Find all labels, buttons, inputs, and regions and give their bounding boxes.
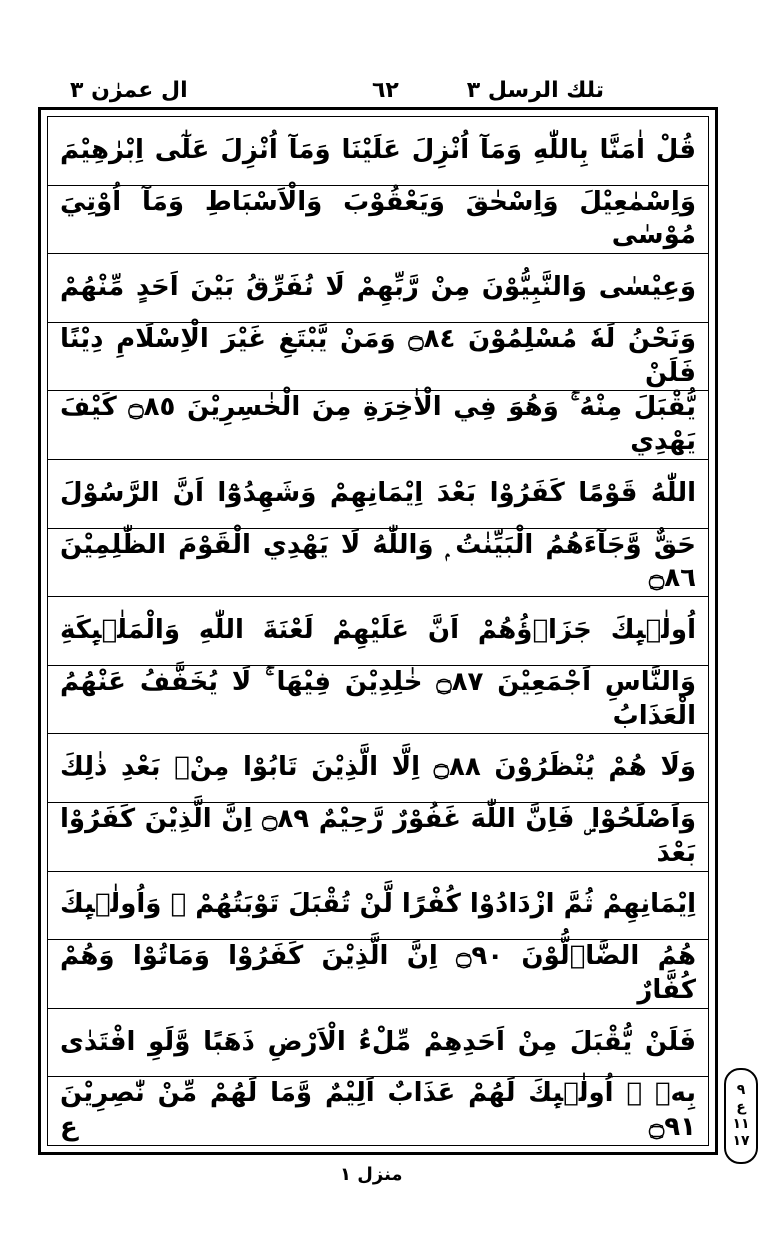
text-line-row (48, 734, 708, 803)
text-line-row (48, 254, 708, 323)
text-line: وَاِسْمٰعِيْلَ وَاِسْحٰقَ وَيَعْقُوْبَ وَالْاَسْبَاطِ وَمَآ اُوْتِيَ مُوْسٰى (60, 186, 696, 251)
text-line-row (48, 597, 708, 666)
text-line: وَالنَّاسِ اَجْمَعِيْنَ ۝٨٧ خٰلِدِيْنَ فِيْهَا ۚ لَا يُخَفَّفُ عَنْهُمُ الْعَذَابُ (60, 666, 696, 731)
text-line: وَلَا هُمْ يُنْظَرُوْنَ ۝٨٨ اِلَّا الَّذِيْنَ تَابُوْا مِنْۢ بَعْدِ ذٰلِكَ (60, 752, 696, 783)
text-line-row (48, 1077, 708, 1145)
juz-name: تلك الرسل ٣ (466, 78, 604, 103)
text-line: اُولٰۗىِٕكَ جَزَاۗؤُهُمْ اَنَّ عَلَيْهِمْ لَعْنَةَ اللّٰهِ وَالْمَلٰۗىِٕكَةِ (60, 615, 696, 646)
text-line-row (48, 186, 708, 255)
surah-name: ال عمرٰن ٣ (70, 78, 188, 103)
text-line: حَقٌّ وَّجَآءَهُمُ الْبَيِّنٰتُ ۭ وَاللّٰهُ لَا يَهْدِي الْقَوْمَ الظّٰلِمِيْنَ ۝٨٦ (60, 529, 696, 594)
manzil-label: منزل ١ (340, 1164, 403, 1185)
text-lines (47, 116, 709, 1146)
text-line: فَلَنْ يُّقْبَلَ مِنْ اَحَدِهِمْ مِّلْءُ الْاَرْضِ ذَهَبًا وَّلَوِ افْتَدٰى (60, 1026, 696, 1057)
text-line: قُلْ اٰمَنَّا بِاللّٰهِ وَمَآ اُنْزِلَ عَلَيْنَا وَمَآ اُنْزِلَ عَلٰٓى اِبْرٰهِيْمَ (60, 134, 696, 165)
page-number: ٦٢ (372, 78, 399, 103)
text-line: وَعِيْسٰى وَالنَّبِيُّوْنَ مِنْ رَّبِّهِمْ لَا نُفَرِّقُ بَيْنَ اَحَدٍ مِّنْهُمْ (60, 272, 696, 303)
ruku-number: ٩ (736, 1082, 746, 1098)
text-line-row (48, 666, 708, 735)
text-line-row (48, 1009, 708, 1078)
text-line-row (48, 803, 708, 872)
text-line: وَاَصْلَحُوْا ۣ فَاِنَّ اللّٰهَ غَفُوْرٌ رَّحِيْمٌ ۝٨٩ اِنَّ الَّذِيْنَ كَفَرُوْا بَعْدَ (60, 803, 696, 868)
text-line-row (48, 940, 708, 1009)
text-line: وَنَحْنُ لَهٗ مُسْلِمُوْنَ ۝٨٤ وَمَنْ يَّبْتَغِ غَيْرَ الْاِسْلَامِ دِيْنًا فَلَنْ (60, 323, 696, 388)
text-line: يُّقْبَلَ مِنْهُ ۚ وَهُوَ فِي الْاٰخِرَةِ مِنَ الْخٰسِرِيْنَ ۝٨٥ كَيْفَ يَهْدِي (60, 392, 697, 457)
ruku-verse-count: ١١ (732, 1116, 750, 1132)
text-line-row (48, 391, 708, 460)
text-line: بِهٖ ۭ اُولٰۗىِٕكَ لَهُمْ عَذَابٌ اَلِيْمٌ وَّمَا لَهُمْ مِّنْ نّٰصِرِيْنَ ۝٩١ ع (60, 1078, 696, 1143)
ruku-marker (724, 1068, 758, 1164)
text-line-row (48, 460, 708, 529)
ruku-surah-index: ١٧ (732, 1133, 750, 1149)
text-frame (38, 107, 718, 1155)
text-line-row (48, 529, 708, 598)
text-line: اِيْمَانِهِمْ ثُمَّ ازْدَادُوْا كُفْرًا لَّنْ تُقْبَلَ تَوْبَتُهُمْ ۚ وَاُولٰۗىِٕكَ (60, 889, 696, 920)
text-line: اللّٰهُ قَوْمًا كَفَرُوْا بَعْدَ اِيْمَانِهِمْ وَشَهِدُوْٓا اَنَّ الرَّسُوْلَ (60, 477, 696, 508)
text-line: هُمُ الضَّاۗلُّوْنَ ۝٩٠ اِنَّ الَّذِيْنَ كَفَرُوْا وَمَاتُوْا وَهُمْ كُفَّارٌ (60, 941, 696, 1005)
text-line-row (48, 117, 708, 186)
text-line-row (48, 872, 708, 941)
text-line-row (48, 323, 708, 392)
ruku-sign: ع (736, 1099, 746, 1115)
